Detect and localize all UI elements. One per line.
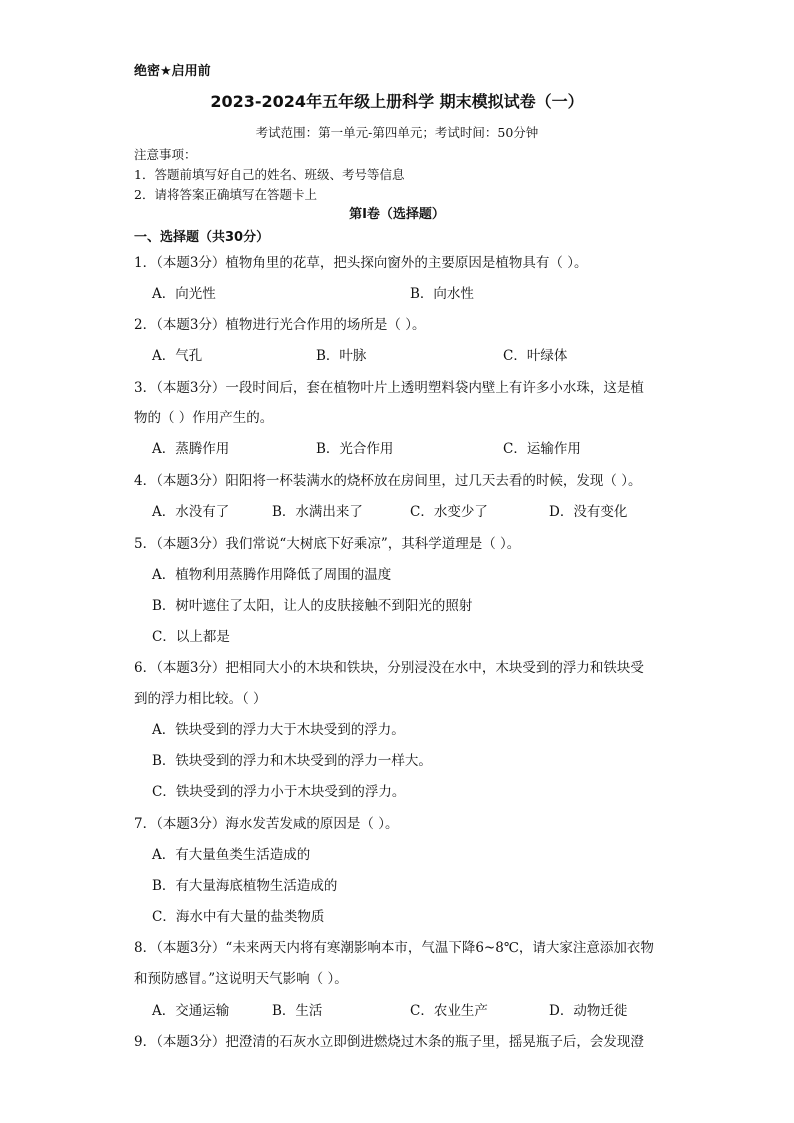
- question-text: 7．（本题3分）海水发苦发咸的原因是（ ）。: [134, 816, 399, 832]
- question-text: 4．（本题3分）阳阳将一杯装满水的烧杯放在房间里，过几天去看的时候，发现（ ）。: [134, 473, 642, 489]
- section-title: 第I卷（选择题）: [349, 207, 445, 222]
- notice-heading: 注意事项：: [134, 147, 197, 162]
- question-text: 和预防感冒。”这说明天气影响（ ）。: [134, 971, 348, 987]
- exam-scope: 考试范围：第一单元-第四单元；考试时间：50分钟: [255, 125, 539, 140]
- answer-option[interactable]: A．水没有了: [152, 504, 230, 520]
- question-text: 9．（本题3分）把澄清的石灰水立即倒进燃烧过木条的瓶子里，摇晃瓶子后，会发现澄: [134, 1034, 644, 1050]
- question-text: 8．（本题3分）“未来两天内将有寒潮影响本市，气温下降6~8℃，请大家注意添加衣物: [134, 940, 654, 956]
- part-title: 一、选择题（共30分）: [134, 230, 270, 245]
- answer-option[interactable]: B．铁块受到的浮力和木块受到的浮力一样大。: [152, 753, 432, 769]
- answer-option[interactable]: B．水满出来了: [272, 504, 363, 520]
- answer-option[interactable]: C．农业生产: [410, 1003, 488, 1019]
- answer-option[interactable]: B．向水性: [410, 286, 474, 302]
- question-text: 6．（本题3分）把相同大小的木块和铁块，分别浸没在水中，木块受到的浮力和铁块受: [134, 660, 644, 676]
- answer-option[interactable]: A．交通运输: [152, 1003, 230, 1019]
- answer-option[interactable]: D．动物迁徙: [549, 1003, 628, 1019]
- answer-option[interactable]: A．植物利用蒸腾作用降低了周围的温度: [152, 567, 392, 583]
- question-text: 物的（ ）作用产生的。: [134, 410, 274, 426]
- question-text: 3．（本题3分）一段时间后，套在植物叶片上透明塑料袋内壁上有许多小水珠，这是植: [134, 380, 644, 396]
- answer-option[interactable]: C．海水中有大量的盐类物质: [152, 909, 325, 925]
- answer-option[interactable]: A．气孔: [152, 348, 203, 364]
- answer-option[interactable]: C．水变少了: [410, 504, 488, 520]
- exam-title: 2023-2024年五年级上册科学 期末模拟试卷（一）: [210, 92, 584, 111]
- answer-option[interactable]: A．蒸腾作用: [152, 441, 230, 457]
- answer-option[interactable]: B．有大量海底植物生活造成的: [152, 878, 338, 894]
- answer-option[interactable]: C．以上都是: [152, 629, 230, 645]
- question-text: 5．（本题3分）我们常说“大树底下好乘凉”，其科学道理是（ ）。: [134, 536, 521, 552]
- answer-option[interactable]: C．叶绿体: [503, 348, 568, 364]
- answer-option[interactable]: A．有大量鱼类生活造成的: [152, 847, 311, 863]
- answer-option[interactable]: C．铁块受到的浮力小于木块受到的浮力。: [152, 784, 406, 800]
- answer-option[interactable]: B．光合作用: [316, 441, 394, 457]
- answer-option[interactable]: C．运输作用: [503, 441, 581, 457]
- answer-option[interactable]: B．叶脉: [316, 348, 367, 364]
- question-text: 2．（本题3分）植物进行光合作用的场所是（ ）。: [134, 317, 426, 333]
- question-text: 到的浮力相比较。（ ）: [134, 691, 267, 707]
- notice-item: 2．请将答案正确填写在答题卡上: [134, 187, 317, 202]
- answer-option[interactable]: D．没有变化: [549, 504, 628, 520]
- notice-item: 1．答题前填写好自己的姓名、班级、考号等信息: [134, 167, 405, 182]
- question-text: 1．（本题3分）植物角里的花草，把头探向窗外的主要原因是植物具有（ ）。: [134, 255, 588, 271]
- answer-option[interactable]: B．生活: [272, 1003, 323, 1019]
- answer-option[interactable]: B．树叶遮住了太阳，让人的皮肤接触不到阳光的照射: [152, 598, 473, 614]
- answer-option[interactable]: A．向光性: [152, 286, 216, 302]
- confidential-label: 绝密★启用前: [134, 64, 211, 79]
- answer-option[interactable]: A．铁块受到的浮力大于木块受到的浮力。: [152, 722, 405, 738]
